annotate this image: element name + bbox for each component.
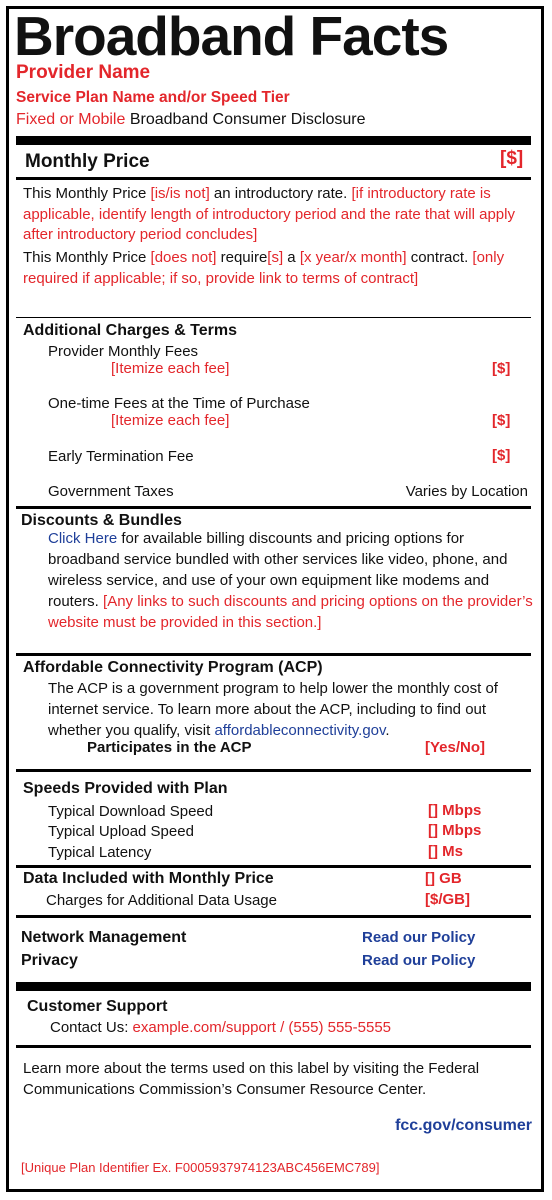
text-segment: [only required if applicable; if so, provide link to terms of contract] bbox=[23, 249, 505, 287]
monthly-price-rule bbox=[16, 177, 531, 180]
discounts-text bbox=[48, 528, 538, 633]
divider bbox=[16, 653, 531, 656]
network-policy-link[interactable]: Read our Policy bbox=[362, 929, 476, 946]
disclosure-type: Fixed or Mobile bbox=[16, 111, 126, 128]
itemize-fee: [Itemize each fee] bbox=[111, 412, 230, 429]
text-segment: [if introductory rate is applicable, identify length of introductory period and the rate that will apply after introductory period concludes] bbox=[23, 185, 515, 243]
provider-name: Provider Name bbox=[16, 62, 151, 83]
text-segment: for available billing discounts and pricing options for broadband service bundled with other services like video, phone, and wireless service, and use of your own equipment like modems and routers. bbox=[48, 530, 508, 610]
speeds-heading: Speeds Provided with Plan bbox=[23, 780, 228, 797]
government-taxes: Government Taxes bbox=[48, 483, 174, 500]
divider bbox=[16, 915, 531, 918]
latency-value: [] Ms bbox=[428, 843, 463, 860]
label-title: Broadband Facts bbox=[14, 5, 449, 67]
provider-fee-value: [$] bbox=[492, 360, 511, 377]
network-management-label: Network Management bbox=[21, 929, 187, 946]
header-divider bbox=[16, 136, 531, 145]
data-included-heading: Data Included with Monthly Price bbox=[23, 870, 274, 887]
divider bbox=[16, 506, 531, 509]
privacy-policy-link[interactable]: Read our Policy bbox=[362, 952, 476, 969]
fcc-info-text: Learn more about the terms used on this label by visiting the Federal Communications Commission’s Consumer Resource Center. bbox=[23, 1060, 480, 1098]
divider bbox=[16, 769, 531, 772]
discounts-heading: Discounts & Bundles bbox=[21, 512, 182, 529]
intro-rate-text bbox=[23, 184, 523, 246]
fcc-consumer-link[interactable]: fcc.gov/consumer bbox=[395, 1117, 532, 1134]
contact-label: Contact Us: bbox=[50, 1019, 133, 1036]
upload-speed-label: Typical Upload Speed bbox=[48, 823, 194, 840]
monthly-price-value: [$] bbox=[500, 148, 524, 169]
divider bbox=[16, 1045, 531, 1048]
text-segment: [x year/x month] bbox=[299, 249, 407, 266]
taxes-value: Varies by Location bbox=[405, 483, 528, 500]
unique-plan-identifier: [Unique Plan Identifier Ex. F0005937974123ABC456EMC789] bbox=[21, 1160, 380, 1175]
acp-participates-label: Participates in the ACP bbox=[87, 739, 252, 756]
early-termination-value: [$] bbox=[492, 447, 511, 464]
text-segment: The ACP is a government program to help lower the monthly cost of internet service. To learn more about the ACP, including to find out whether you qualify, visit bbox=[48, 680, 498, 739]
data-included-value: [] GB bbox=[425, 870, 462, 887]
text-segment: . bbox=[385, 722, 390, 739]
additional-data-value: [$/GB] bbox=[425, 891, 470, 908]
additional-data-label: Charges for Additional Data Usage bbox=[46, 892, 277, 909]
text-segment: [does not] bbox=[150, 249, 217, 266]
text-segment: [s] bbox=[267, 249, 284, 266]
inline-link[interactable]: Click Here bbox=[48, 530, 118, 547]
download-speed-label: Typical Download Speed bbox=[48, 803, 214, 820]
text-segment: require bbox=[216, 249, 268, 266]
one-time-fee-value: [$] bbox=[492, 412, 511, 429]
latency-label: Typical Latency bbox=[48, 844, 152, 861]
provider-monthly-fees: Provider Monthly Fees bbox=[48, 343, 199, 360]
acp-heading: Affordable Connectivity Program (ACP) bbox=[23, 659, 323, 676]
text-segment: a bbox=[283, 249, 300, 266]
contact-line bbox=[50, 1018, 391, 1039]
one-time-fees: One-time Fees at the Time of Purchase bbox=[48, 395, 310, 412]
text-segment: This Monthly Price bbox=[23, 185, 151, 202]
divider bbox=[16, 865, 531, 868]
text-segment: [is/is not] bbox=[150, 185, 210, 202]
customer-support-heading: Customer Support bbox=[27, 998, 168, 1015]
additional-charges-heading: Additional Charges & Terms bbox=[23, 322, 237, 339]
divider bbox=[16, 317, 531, 318]
inline-link[interactable]: affordableconnectivity.gov bbox=[214, 722, 386, 739]
plan-name: Service Plan Name and/or Speed Tier bbox=[16, 89, 290, 106]
itemize-fee: [Itemize each fee] bbox=[111, 360, 230, 377]
upload-speed-value: [] Mbps bbox=[428, 822, 482, 839]
privacy-label: Privacy bbox=[21, 952, 78, 969]
early-termination-fee: Early Termination Fee bbox=[48, 448, 194, 465]
text-segment: contract. bbox=[406, 249, 473, 266]
text-segment: This Monthly Price bbox=[23, 249, 151, 266]
contract-text bbox=[23, 248, 533, 289]
divider bbox=[16, 982, 531, 991]
contact-link[interactable]: example.com/support / (555) 555-5555 bbox=[132, 1019, 392, 1036]
monthly-price-heading: Monthly Price bbox=[25, 151, 150, 172]
text-segment: [Any links to such discounts and pricing options on the provider’s website must be provided in this section.] bbox=[48, 593, 533, 631]
disclosure-line bbox=[16, 111, 366, 129]
acp-text bbox=[48, 678, 538, 741]
acp-participates-value: [Yes/No] bbox=[425, 739, 486, 756]
download-speed-value: [] Mbps bbox=[428, 802, 482, 819]
text-segment: an introductory rate. bbox=[209, 185, 352, 202]
disclosure-text: Broadband Consumer Disclosure bbox=[125, 111, 366, 128]
